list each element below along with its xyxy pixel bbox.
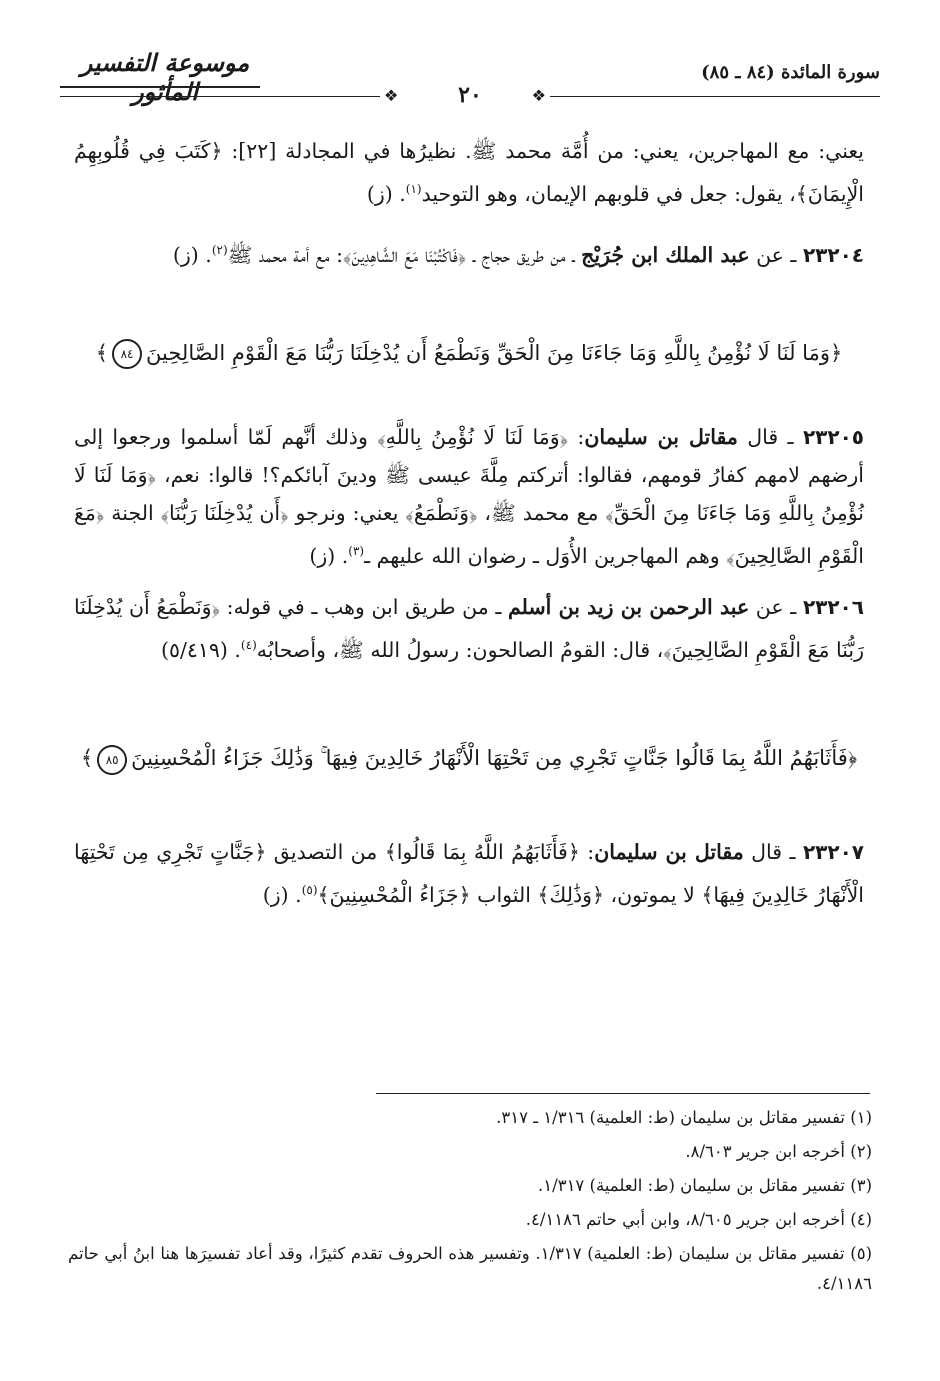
narrator-name: مقاتل بن سليمان	[594, 840, 744, 865]
footnote-1: (١) تفسير مقاتل بن سليمان (ط: العلمية) ١/٣١٦ ـ ٣١٧.	[496, 1108, 872, 1127]
source-code: . (ز)	[366, 181, 406, 206]
paragraph-continuation	[74, 132, 864, 213]
verse-text: ﴿فَأَثَابَهُمُ اللَّهُ بِمَا قَالُوا جَنَّاتٍ تَجْرِي مِن تَحْتِهَا الْأَنْهَارُ خَالِدِينَ فِيهَا ۚ وَذَٰلِكَ جَزَاءُ الْمُحْسِنِينَ	[131, 746, 858, 771]
paragraph-text: ـ من طريق ابن وهب ـ في قوله: ﴿وَنَطْمَعُ أَن يُدْخِلَنَا رَبُّنَا مَعَ الْقَوْمِ الصَّالِحِينَ﴾، قال: القومُ الصالحون: رسولُ الله ﷺ، وأصحابُه	[74, 595, 864, 663]
entry-prefix: ـ قال	[743, 840, 803, 865]
source-code: . (ز)	[309, 543, 349, 568]
quran-verse-84	[74, 288, 864, 418]
quran-verse-85	[74, 683, 864, 833]
footnote-ref[interactable]: (٥)	[301, 883, 318, 898]
entry-prefix: ـ قال	[737, 424, 803, 449]
ayah-number-marker: ٨٥	[97, 745, 127, 775]
footnote-ref[interactable]: (٤)	[240, 638, 257, 653]
entry-number: ٢٣٢٠٧	[802, 840, 864, 865]
athar-entry	[74, 833, 864, 914]
page-header	[60, 46, 880, 116]
footnote-4: (٤) أخرجه ابن جرير ٨/٦٠٥، وابن أبي حاتم ٤/١١٨٦.	[525, 1210, 872, 1229]
verse-bracket: ﴾	[95, 340, 109, 365]
athar-entry	[74, 231, 864, 274]
verse-bracket: ﴾	[80, 746, 94, 771]
athar-entry	[74, 588, 864, 669]
narrator-name: عبد الرحمن بن زيد بن أسلم	[508, 595, 750, 620]
verse-text: ﴿وَمَا لَنَا لَا نُؤْمِنُ بِاللَّهِ وَمَا جَاءَنَا مِنَ الْحَقِّ وَنَطْمَعُ أَن يُدْخِلَنَا رَبُّنَا مَعَ الْقَوْمِ الصَّالِحِينَ	[146, 340, 843, 365]
footnotes	[68, 1103, 872, 1303]
entry-prefix: ـ عن	[749, 242, 803, 267]
ornament-right-icon: ❖	[531, 86, 546, 105]
footnote-ref[interactable]: (١)	[405, 182, 422, 196]
page-number: ٢٠	[458, 82, 482, 108]
footnote-separator	[376, 1093, 870, 1094]
athar-entry	[74, 418, 864, 575]
entry-number: ٢٣٢٠٤	[802, 242, 864, 267]
source-code: . (٥/٤١٩)	[160, 638, 241, 663]
paragraph-text: : ﴿وَمَا لَنَا لَا نُؤْمِنُ بِاللَّهِ﴾ وذلك أنَّهم لَمّا أسلموا ورجعوا إلى أرضهم لامهم كفارُ قومهم، فقالوا: أتركتم مِلَّةَ عيسى ﷺ ودينَ آبائكم؟! قالوا: نعم، ﴿وَمَا لَنَا لَا نُؤْمِنُ بِاللَّهِ وَمَا جَاءَنَا مِنَ الْحَقِّ﴾ مع محمد ﷺ، ﴿وَنَطْمَعُ﴾ يعني: ونرجو ﴿أَن يُدْخِلَنَا رَبُّنَا﴾ الجنة ﴿مَعَ الْقَوْمِ الصَّالِحِينَ﴾ وهم المهاجرين الأُوَل ـ رضوان الله عليهم ـ	[74, 424, 864, 568]
ayah-number-marker: ٨٤	[112, 339, 142, 369]
paragraph-text: : ﴿فَأَثَابَهُمُ اللَّهُ بِمَا قَالُوا﴾ من التصديق ﴿جَنَّاتٍ تَجْرِي مِن تَحْتِهَا الْأَنْهَارُ خَالِدِينَ فِيهَا﴾ لا يموتون، ﴿وَذَٰلِكَ﴾ الثواب ﴿جَزَاءُ الْمُحْسِنِينَ﴾	[74, 840, 864, 908]
footnote-ref[interactable]: (٣)	[348, 543, 365, 558]
footnote-3: (٣) تفسير مقاتل بن سليمان (ط: العلمية) ١/٣١٧.	[538, 1176, 872, 1195]
entry-number: ٢٣٢٠٦	[802, 595, 864, 620]
paragraph-text: ـ من طريق حجاج ـ ﴿فَاكْتُبْنَا مَعَ الشَّاهِدِينَ﴾: مع أمة محمد ﷺ	[227, 242, 582, 267]
main-text	[74, 132, 864, 928]
source-code: . (ز)	[172, 242, 212, 267]
source-code: . (ز)	[262, 883, 302, 908]
footnote-ref[interactable]: (٢)	[211, 242, 228, 257]
paragraph-text: يعني: مع المهاجرين، يعني: من أُمَّة محمد ﷺ. نظيرُها في المجادلة [٢٢]: ﴿كَتَبَ فِي قُلُوبِهِمُ الْإِيمَانَ﴾، يقول: جعل في قلوبهم الإيمان، وهو التوحيد	[74, 139, 864, 206]
book-title: موسوعة التفسير المأثور	[80, 48, 250, 106]
surah-title: سورة المائدة (٨٤ ـ ٨٥)	[701, 62, 880, 83]
ornament-left-icon: ❖	[384, 86, 399, 105]
entry-prefix: ـ عن	[749, 595, 803, 620]
entry-number: ٢٣٢٠٥	[802, 424, 864, 449]
footnote-5: (٥) تفسير مقاتل بن سليمان (ط: العلمية) ١/٣١٧. وتفسير هذه الحروف تقدم كثيرًا، وقد أعاد تفسيرَها هنا ابنُ أبي حاتم ٤/١١٨٦.	[68, 1244, 872, 1293]
footnote-2: (٢) أخرجه ابن جرير ٨/٦٠٣.	[685, 1142, 872, 1161]
narrator-name: عبد الملك ابن جُرَيْج	[581, 242, 750, 267]
narrator-name: مقاتل بن سليمان	[584, 424, 738, 449]
